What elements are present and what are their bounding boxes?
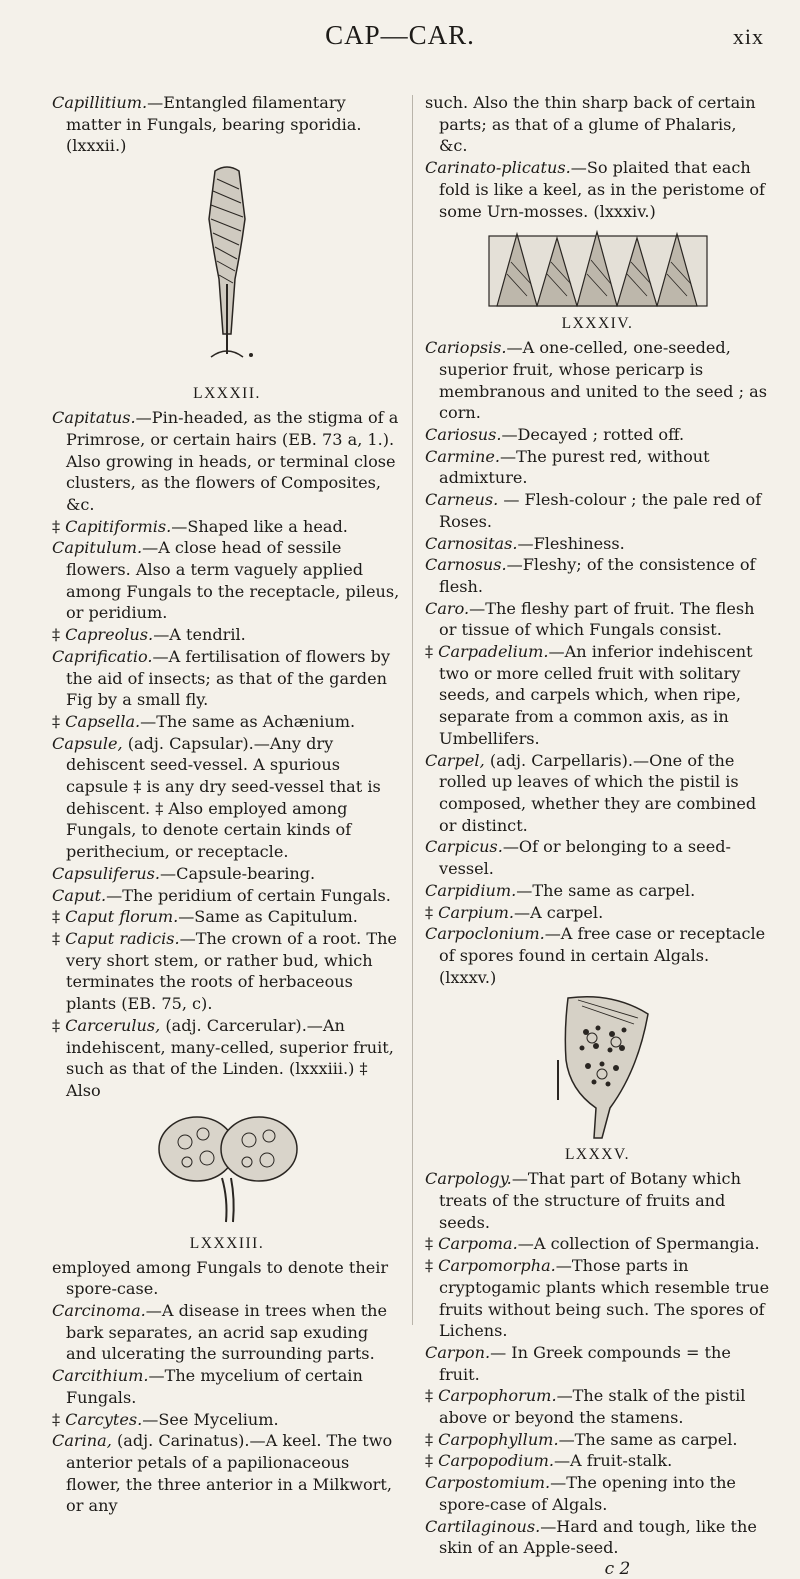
glossary-entry (425, 446, 770, 489)
dagger-mark: ‡ (52, 1409, 61, 1429)
headword: Capitiformis. (65, 516, 172, 536)
figure-lxxxii (52, 159, 402, 383)
dagger-mark: ‡ (52, 711, 61, 731)
headword: Carpicus. (425, 837, 503, 857)
glossary-entry (52, 711, 402, 733)
glossary-entry (425, 1255, 770, 1342)
glossary-entry (425, 902, 770, 924)
glossary-entry (425, 157, 770, 222)
glossary-entry (425, 836, 770, 879)
definition: —A fertilisation of flowers by the aid of insects; as that of the garden Fig by a small fly. (66, 646, 391, 710)
headword: Capreolus. (65, 625, 154, 645)
headword: Carpon. (425, 1342, 491, 1362)
dagger-mark: ‡ (425, 1256, 434, 1276)
headword: Capitatus. (52, 408, 136, 428)
dagger-mark: ‡ (425, 1386, 434, 1406)
glossary-entry (425, 880, 770, 902)
definition: —Fleshy; of the consistence of flesh. (439, 555, 756, 596)
headword: Carcithium. (52, 1366, 149, 1386)
headword: Carnositas. (425, 533, 518, 553)
headword: Carneus. (425, 490, 499, 510)
headword: Caput. (52, 885, 107, 905)
glossary-entry (425, 641, 770, 750)
headword: Carmine. (425, 446, 501, 466)
filament-figure-icon (127, 159, 327, 379)
glossary-entry (425, 1429, 770, 1451)
glossary-entry (52, 906, 402, 928)
spore-case-figure-icon (127, 1104, 327, 1229)
figure-lxxxiv (425, 224, 770, 313)
definition: —A fruit-stalk. (553, 1451, 673, 1471)
definition: —Fleshiness. (517, 533, 625, 553)
glossary-entry (52, 1300, 402, 1365)
definition: —Shaped like a head. (171, 516, 348, 536)
glossary-entry (52, 537, 402, 624)
definition: —The stalk of the pistil above or beyond the stamens. (439, 1386, 746, 1428)
headword: Carinato-plicatus. (425, 158, 571, 178)
headword: Capsella. (65, 711, 141, 731)
definition: —A free case or receptacle of spores found in certain Algals. (lxxxv.) (439, 924, 766, 987)
definition: —Pin-headed, as the stigma of a Primrose, or certain hairs (EB. 73 a, 1.). Also growing in heads, or terminal close clusters, as the flowers of Composites, &c. (66, 408, 399, 514)
figure-caption: LXXXIV. (561, 315, 634, 333)
glossary-entry (52, 863, 402, 885)
peristome-figure-icon (483, 224, 713, 309)
definition: —A carpel. (513, 902, 604, 922)
definition: —That part of Botany which treats of the structure of fruits and seeds. (439, 1169, 741, 1232)
definition: —Capsule-bearing. (160, 863, 316, 883)
glossary-entry (425, 1168, 770, 1233)
headword: Carpostomium. (425, 1473, 551, 1493)
glossary-entry (52, 92, 402, 157)
headword: Capillitium. (52, 93, 148, 112)
definition: —Entangled filamentary matter in Fungals, bearing sporidia. (lxxxii.) (66, 93, 362, 156)
definition: —The same as carpel. (558, 1429, 738, 1449)
glossary-entry (52, 1257, 402, 1300)
definition: —The same as carpel. (516, 880, 696, 900)
glossary-entry (425, 923, 770, 988)
definition: —The opening into the spore-case of Algals. (439, 1473, 736, 1514)
headword: Carpophorum. (438, 1386, 557, 1406)
figure-caption: LXXXV. (564, 1146, 631, 1164)
definition: —Same as Capitulum. (178, 907, 358, 927)
definition: —The fleshy part of fruit. The flesh or tissue of which Fungals consist. (439, 598, 755, 640)
definition: (adj. Carcerular).—An indehiscent, many-celled, superior fruit, such as that of the Linden. (lxxxiii.) ‡ Also (66, 1015, 394, 1100)
glossary-entry (52, 1409, 402, 1431)
definition: —Decayed ; rotted off. (501, 425, 685, 445)
column-divider (412, 95, 413, 1325)
definition: (adj. Carinatus).—A keel. The two anterior petals of a papilionaceous flower, the three anterior in a Milkwort, or any (66, 1431, 393, 1516)
definition: —So plaited that each fold is like a keel, as in the peristome of some Urn-mosses. (lxxxiv.) (439, 158, 766, 221)
glossary-entry (52, 624, 402, 646)
glossary-entry (425, 424, 770, 446)
headword: Cariosus. (425, 425, 502, 445)
headword: Carpology. (425, 1169, 512, 1189)
dagger-mark: ‡ (52, 928, 61, 948)
definition: —A close head of sessile flowers. Also a term vaguely applied among Fungals to the receptacle, pileus, or peridium. (66, 538, 400, 623)
headword: Cartilaginous. (425, 1516, 541, 1536)
headword: Carina, (52, 1431, 112, 1451)
definition: — Flesh-colour ; the pale red of Roses. (439, 490, 762, 531)
glossary-entry (425, 1472, 770, 1515)
glossary-entry (425, 92, 770, 157)
definition: employed among Fungals to denote their spore-case. (52, 1257, 389, 1299)
headword: Carpidium. (425, 880, 517, 900)
headword: Capsule, (52, 733, 123, 753)
headword: Caput radicis. (65, 928, 180, 948)
glossary-entry (52, 928, 402, 1015)
dagger-mark: ‡ (52, 1015, 61, 1035)
glossary-entry (425, 554, 770, 597)
glossary-entry (52, 407, 402, 516)
definition: —The same as Achænium. (140, 711, 356, 731)
glossary-entry (425, 533, 770, 555)
dagger-mark: ‡ (425, 902, 434, 922)
glossary-entry (52, 1430, 402, 1517)
headword: Carpophyllum. (438, 1429, 559, 1449)
headword: Caro. (425, 598, 470, 618)
headword: Carpomorpha. (438, 1256, 556, 1276)
glossary-entry (52, 646, 402, 711)
definition: —The peridium of certain Fungals. (106, 885, 391, 905)
definition: —A tendril. (153, 625, 246, 645)
definition: —A collection of Spermangia. (517, 1234, 760, 1254)
glossary-entry (52, 1015, 402, 1102)
left-column (52, 92, 402, 1517)
headword: Carcerulus, (65, 1015, 161, 1035)
dagger-mark: ‡ (52, 907, 61, 927)
figure-caption: LXXXIII. (189, 1234, 265, 1252)
glossary-entry (52, 885, 402, 907)
definition: —Hard and tough, like the skin of an Apple-seed. (439, 1516, 757, 1558)
glossary-entry (425, 337, 770, 424)
headword: Caput florum. (65, 907, 179, 927)
right-column (425, 92, 770, 1579)
headword: Carpel, (425, 750, 485, 770)
glossary-entry (52, 516, 402, 538)
receptacle-figure-icon (498, 990, 698, 1140)
dagger-mark: ‡ (425, 1234, 434, 1254)
dagger-mark: ‡ (425, 1429, 434, 1449)
glossary-entry (425, 750, 770, 837)
headword: Carpoma. (438, 1234, 518, 1254)
headword: Carpopodium. (438, 1451, 554, 1471)
dagger-mark: ‡ (425, 642, 434, 662)
glossary-entry (425, 1385, 770, 1428)
definition: —The purest red, without admixture. (439, 446, 710, 488)
figure-caption: LXXXII. (193, 385, 261, 403)
running-head: CAP—CAR. (325, 20, 475, 50)
glossary-entry (425, 1342, 770, 1385)
signature-mark: c 2 (604, 1558, 631, 1579)
headword: Capitulum. (52, 538, 143, 558)
headword: Carpadelium. (438, 642, 549, 662)
glossary-entry (52, 733, 402, 863)
definition: —The crown of a root. The very short stem, or rather bud, which terminates the roots of herbaceous plants (EB. 75, c). (66, 928, 397, 1014)
headword: Carnosus. (425, 555, 507, 575)
definition: —See Mycelium. (142, 1409, 279, 1429)
glossary-entry (425, 1233, 770, 1255)
figure-lxxxv (425, 990, 770, 1144)
definition: such. Also the thin sharp back of certain parts; as that of a glume of Phalaris, &c. (425, 93, 756, 156)
headword: Carpoclonium. (425, 924, 545, 944)
definition: (adj. Capsular).—Any dry dehiscent seed-vessel. A spurious capsule ‡ is any dry seed-vessel that is dehiscent. ‡ Also employed among Fungals, to denote certain kinds of perithecium, or receptacle. (66, 733, 381, 862)
dagger-mark: ‡ (52, 625, 61, 645)
glossary-entry (425, 1516, 770, 1559)
glossary-entry (425, 1450, 770, 1472)
definition: (adj. Carpellaris).—One of the rolled up leaves of which the pistil is composed, whether they are combined or distinct. (439, 750, 757, 835)
headword: Carcinoma. (52, 1301, 146, 1321)
page-number: xix (732, 24, 764, 49)
headword: Caprificatio. (52, 646, 153, 666)
definition: —An inferior indehiscent two or more celled fruit with solitary seeds, and carpels which, when ripe, separate from a common axis, as in Umbellifers. (439, 642, 753, 748)
headword: Carpium. (438, 902, 514, 922)
glossary-entry (425, 489, 770, 532)
page-header (0, 20, 800, 60)
definition: —The mycelium of certain Fungals. (66, 1366, 363, 1407)
glossary-entry (52, 1365, 402, 1408)
definition: — In Greek compounds = the fruit. (439, 1342, 731, 1384)
dagger-mark: ‡ (52, 516, 61, 536)
definition: —A one-celled, one-seeded, superior fruit, whose pericarp is membranous and united to the seed ; as corn. (439, 338, 767, 423)
headword: Cariopsis. (425, 338, 507, 358)
definition: —A disease in trees when the bark separates, an acrid sap exuding and ulcerating the surrounding parts. (66, 1301, 388, 1364)
headword: Carcytes. (65, 1409, 143, 1429)
definition: —Those parts in cryptogamic plants which resemble true fruits without being such. The spores of Lichens. (439, 1256, 770, 1341)
headword: Capsuliferus. (52, 863, 161, 883)
figure-lxxxiii (52, 1104, 402, 1233)
dagger-mark: ‡ (425, 1451, 434, 1471)
definition: —Of or belonging to a seed-vessel. (439, 837, 731, 879)
glossary-entry (425, 598, 770, 641)
